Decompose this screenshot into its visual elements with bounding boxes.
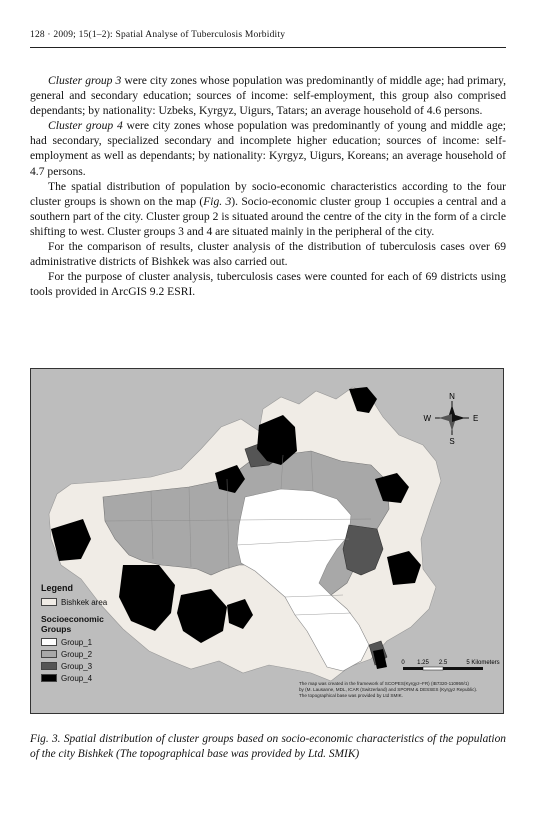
paragraph-comparison: For the comparison of results, cluster analysis of the distribution of tuberculosis cases over 69 administrative districts of Bishkek was also carried out. xyxy=(30,240,506,269)
legend-title: Legend xyxy=(41,583,74,593)
cluster-map-figure xyxy=(30,368,504,714)
legend-label-bishkek-area: Bishkek area xyxy=(61,597,108,607)
legend-item-group-4 xyxy=(41,672,121,684)
paragraph-spatial-distribution xyxy=(30,179,506,239)
scale-tick-0: 0 xyxy=(401,660,405,666)
legend-label-group-2: Group_2 xyxy=(61,649,93,659)
legend-label-group-3: Group_3 xyxy=(61,661,93,671)
cluster-4-lead: Cluster group 4 xyxy=(48,119,123,133)
compass-w: W xyxy=(423,414,431,423)
body-text xyxy=(30,73,506,299)
legend-groups-title-line-2: Groups xyxy=(41,624,72,634)
spatial-text-after: ). Socio-economic cluster group 1 occupies a central and a southern part of the city. Cluster group 2 is situated around the centre of the city in the form of a circle shifting to west. Cluster groups 3 and 4 are situated mainly in the peripheral of the city. xyxy=(30,194,507,238)
map-credits-line-2: by (M. Lausanne, MDL, ICAR (Switzerland) and SPORM & DESSES (Kyrgyz Republic). xyxy=(299,687,478,693)
scale-tick-2: 2.5 xyxy=(438,660,448,666)
legend-item-group-3 xyxy=(41,660,121,672)
scale-tick-3: 5 Kilometers xyxy=(466,660,500,666)
paragraph-cluster-3 xyxy=(30,73,506,118)
map-credits xyxy=(299,681,499,700)
legend-swatch-group-3 xyxy=(41,662,57,670)
legend-item-group-1 xyxy=(41,636,121,648)
legend-item-group-2 xyxy=(41,648,121,660)
map-credits-line-1: The map was created in the framework of SCOPES(Kyrgyz–FR) (IB7320-110959/1) xyxy=(299,681,469,686)
compass-e: E xyxy=(473,414,479,423)
legend-swatch-bishkek-area xyxy=(41,598,57,606)
legend-swatch-group-4 xyxy=(41,674,57,682)
figure-caption: Fig. 3. Spatial distribution of cluster groups based on socio-economic characteristics of the population of the city Bishkek (The topographical base was provided by Ltd. SMIK) xyxy=(30,733,506,760)
cluster-3-text: were city zones whose population was predominantly of middle age; had primary, general and secondary education; sources of income: self-employment, this group also comprised dependants; by nationality: Uzbeks, Kyrgyz, Uigurs, Tatars; an average household of 4.6 persons. xyxy=(30,74,507,118)
compass-n: N xyxy=(449,392,455,401)
legend-swatch-group-2 xyxy=(41,650,57,658)
running-head: 128 · 2009; 15(1–2): Spatial Analyse of Tuberculosis Morbidity xyxy=(30,30,286,40)
legend-item-bishkek-area xyxy=(41,596,121,608)
header-rule xyxy=(30,47,506,48)
legend-groups-title-line-1: Socioeconomic xyxy=(41,614,104,624)
figure-reference: Fig. 3 xyxy=(203,194,232,208)
legend-groups-title xyxy=(41,614,121,634)
map-credits-line-3: The topographical base was provided by Ltd SMIK. xyxy=(299,693,403,699)
legend-label-group-4: Group_4 xyxy=(61,673,93,683)
cluster-4-text: were city zones whose population was predominantly of young and middle age; had secondary, specialized secondary and incomplete higher education; sources of income: self-employment as well as dependants; by nationality: Kyrgyz, Uigurs, Koreans; an average household of 4.7 persons. xyxy=(30,119,506,178)
paragraph-arcgis: For the purpose of cluster analysis, tuberculosis cases were counted for each of 69 districts using tools provided in ArcGIS 9.2 ESRI. xyxy=(30,270,506,299)
map-legend xyxy=(41,583,121,684)
compass-s: S xyxy=(449,437,455,446)
legend-swatch-group-1 xyxy=(41,638,57,646)
scale-tick-1: 1.25 xyxy=(417,660,429,666)
paragraph-cluster-4 xyxy=(30,118,506,178)
legend-label-group-1: Group_1 xyxy=(61,637,93,647)
cluster-3-lead: Cluster group 3 xyxy=(48,74,122,87)
spatial-text-before: The spatial distribution of population by socio-economic characteristics according to the four cluster groups is shown on the map ( xyxy=(30,179,506,208)
